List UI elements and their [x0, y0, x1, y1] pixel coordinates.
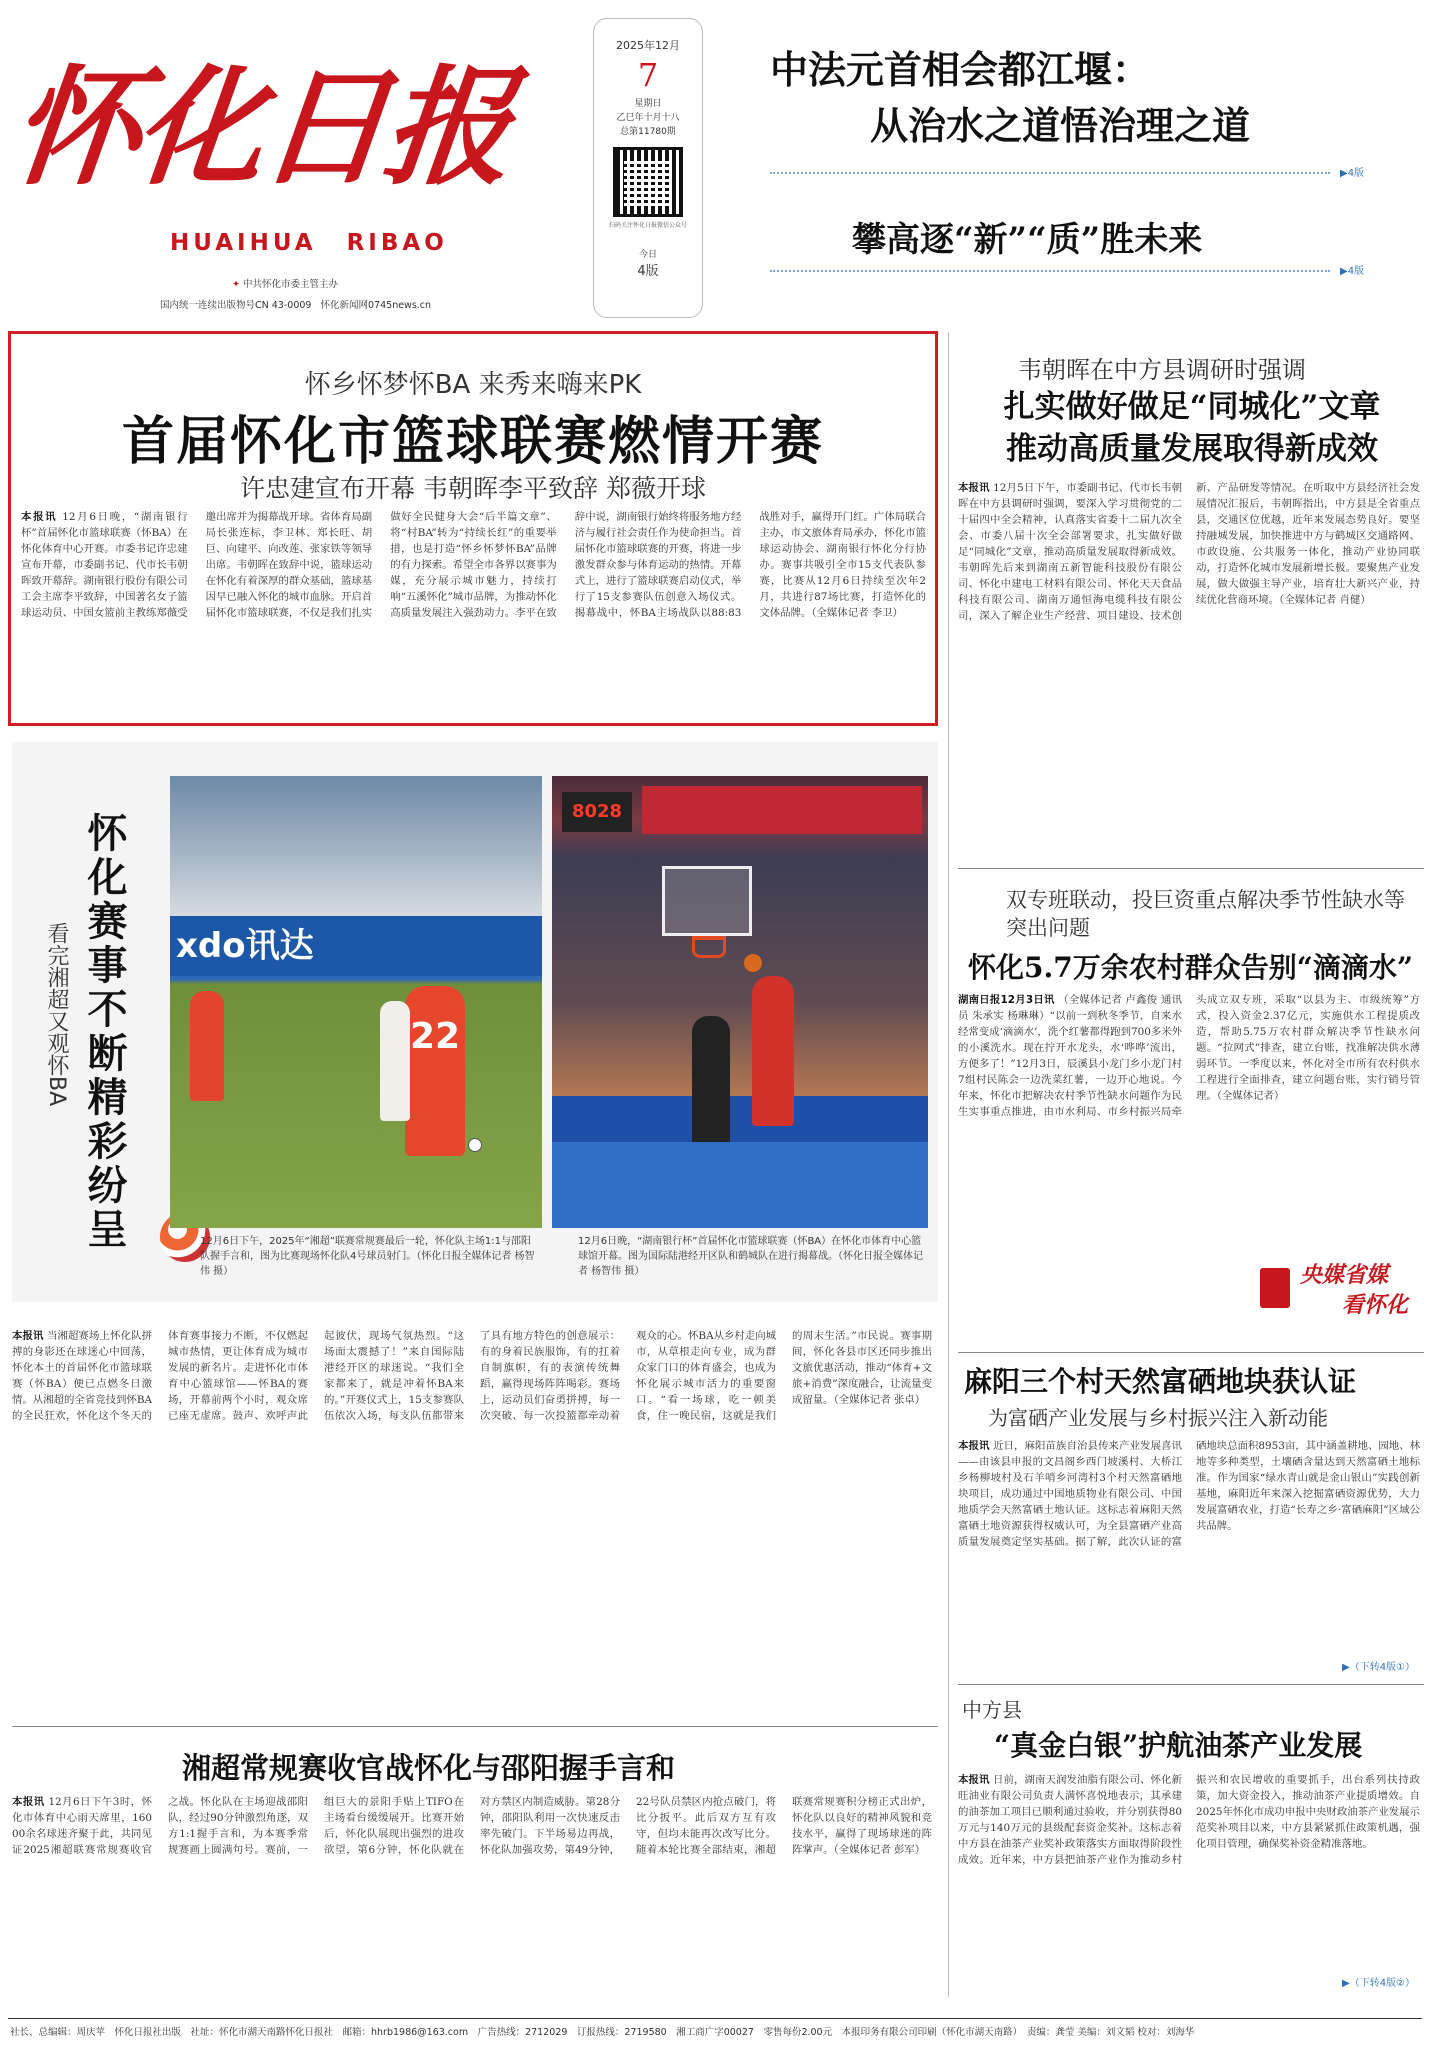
water-kicker: 双专班联动，投巨资重点解决季节性缺水等突出问题 [1006, 888, 1405, 940]
scoreboard: 8028 [562, 792, 632, 832]
tongchenghua-title[interactable] [962, 386, 1422, 470]
tongchenghua-title-line1: 扎实做好做足“同城化”文章 [1003, 389, 1381, 425]
feature-vertical-title: 怀化赛事不断精彩纷呈 [81, 812, 128, 1252]
website: 怀化新闻网0745news.cn [320, 300, 432, 311]
headline-diplomacy[interactable] [770, 42, 1420, 154]
sponsor-line: ✦ 中共怀化市委主管主办 [232, 279, 338, 290]
photo-basketball[interactable] [552, 776, 928, 1228]
sponsor-logo-icon: ✦ [232, 279, 243, 290]
court-floor [552, 1142, 928, 1228]
lead-story [8, 331, 938, 726]
football-result-dateline: 本报讯 [12, 1796, 45, 1808]
selenium-dateline: 本报讯 [958, 1440, 990, 1452]
caption-football: 12月6日下午，2025年“湘超”联赛常规赛最后一轮，怀化队主场1:1与邵阳队握手言和，图为比赛现场怀化队4号球员射门。（怀化日报全媒体记者 杨智伟 摄） [200, 1236, 535, 1277]
basketball [744, 954, 762, 972]
lead-title[interactable]: 首届怀化市篮球联赛燃情开赛 [121, 412, 824, 472]
banner-top [642, 786, 922, 834]
water-body-text: （全媒体记者 卢鑫俊 通讯员 朱承实 杨琳琳）“以前一到秋冬季节，自来水经常变成‘滴滴水’，洗个红薯都得跑到700多米外的小溪洗水。现在拧开水龙头，水‘哗哗’流出，方便多了！”12月3日，辰溪县小龙门乡小龙门村7组村民陈会一边洗菜红薯，一边开心地说。今年来，怀化市把解决农村季节性缺水问题作为民生实事重点推进，由市水利局、市乡村振兴局牵头成立双专班，采取“以县为主、市级统筹”方式，投入资金2.37亿元，实施供水工程提质改造，帮助5.75万农村群众解决季节性缺水问题。“拉网式”排查，建立台账，找准解决供水薄弱环节。一季度以来，怀化对全市所有农村供水工程进行全面排查，建立问题台账，实行销号管理。（全媒体记者） [958, 994, 1420, 1118]
hoop [692, 936, 726, 958]
lead-kicker: 怀乡怀梦怀BA 来秀来嗨来PK [304, 370, 642, 400]
football-result-body [12, 1794, 932, 2000]
player-basketball-red [752, 976, 794, 1126]
oil-tea-body-text: 日前，湖南天润发油脂有限公司、怀化新旺油业有限公司负责人满怀喜悦地表示，其承建的油茶加工项目已顺利通过验收，并分别获得80万元与140万元的县级配套资金奖补。这标志着中方县在油茶产业奖补政策落实方面取得阶段性成效。近年来，中方县把油茶产业作为推动乡村振兴和农民增收的重要抓手，出台系列扶持政策，加大资金投入，推动油茶产业提质增效。自2025年怀化市成功申报中央财政油茶产业发展示范奖补项目以来，中方县紧紧抓住政策机遇，强化项目管理，确保奖补资金精准落地。 [958, 1774, 1420, 1866]
divider-dotted-1 [770, 172, 1330, 174]
feature-body-text: 当湘超赛场上怀化队拼搏的身影还在球迷心中回荡，怀化本土的首届怀化市篮球联赛（怀BA）便已点燃冬日激情。从湘超的全省竞技到怀BA的全民狂欢，怀化这个冬天的体育赛事接力不断，不仅燃起城市热情，更让体育成为城市发展的新名片。走进怀化市体育中心篮球馆——怀BA的赛场，开幕前两个小时，观众席已座无虚席。鼓声、欢呼声此起彼伏，现场气氛热烈。“这场面太震撼了！”来自国际陆港经开区的球迷说。“我们全家都来了，就是冲着怀BA来的。”开赛仪式上，15支参赛队伍依次入场，每支队伍都带来了具有地方特色的创意展示：有的身着民族服饰，有的扛着自制旗帜，有的表演传统舞蹈，赢得现场阵阵喝彩。赛场上，运动员们奋勇拼搏，每一次突破、每一次投篮都牵动着观众的心。怀BA从乡村走向城市，从草根走向专业，成为群众家门口的体育盛会，也成为怀化展示城市活力的重要窗口。“看一场球，吃一顿美食，住一晚民宿，这就是我们的周末生活。”市民说。赛事期间，怀化各县市区还同步推出文旅优惠活动，推动“体育+文旅+消费”深度融合，让流量变成留量。（全媒体记者 张卓） [12, 1330, 932, 1422]
oil-tea-body [958, 1772, 1420, 1990]
selenium-body [958, 1438, 1420, 1674]
divider-dotted-2 [770, 270, 1330, 272]
selenium-body-text: 近日，麻阳苗族自治县传来产业发展喜讯——由该县申报的文昌阁乡西门坡溪村、大桥江乡杨柳坡村及石羊哨乡河湾村3个村天然富硒地块项目，成功通过中国地质物业有限公司、中国地质学会天然富硒土地认证。这标志着麻阳天然富硒土地资源获得权威认可，为全县富硒产业高质量发展奠定坚实基础。据了解，此次认证的富硒地块总面积8953亩，其中涵盖耕地、园地、林地等多种类型，土壤硒含量达到天然富硒土地标准。作为国家“绿水青山就是金山银山”实践创新基地，麻阳近年来深入挖掘富硒资源优势，大力发展富硒农业，打造“长寿之乡·富硒麻阳”区域公共品牌。 [958, 1440, 1420, 1548]
ad-board-blue [552, 1096, 928, 1142]
photo-football[interactable] [170, 776, 542, 1228]
divider-left-bottom [12, 1726, 938, 1727]
media-badge-line1: 央媒省媒 [1300, 1262, 1389, 1288]
media-badge-icon [1260, 1268, 1290, 1308]
tongchenghua-title-line2: 推动高质量发展取得新成效 [1006, 431, 1378, 467]
water-dateline: 湖南日报12月3日讯 [958, 994, 1055, 1006]
page-count: 4版 [637, 264, 659, 279]
headline-innovation-jump[interactable]: ▶4版 [1340, 266, 1365, 277]
player-red-2 [405, 986, 465, 1156]
ad-board: xdo讯达 [170, 916, 542, 976]
selenium-title[interactable]: 麻阳三个村天然富硒地块获认证 [964, 1365, 1357, 1398]
oil-tea-dateline: 本报讯 [958, 1774, 990, 1786]
footer-info: 社长、总编辑：周庆苹 怀化日报社出版 社址：怀化市湖天南路怀化日报社 邮箱：hhrb1986@163.com 广告热线：2712029 订报热线：2719580 湘工商广字00027 零售每份2.00元 本报印务有限公司印刷（怀化市湖天南路） 责编：龚莹 美编：刘文韬 校对：刘海华 [10, 2027, 1195, 2038]
player-red-1 [190, 991, 224, 1101]
oil-tea-kicker: 中方县 [962, 1698, 1022, 1722]
backboard [662, 866, 752, 936]
story-oil-tea [958, 1694, 1424, 2000]
lunar-date: 乙巳年十月十八 [616, 113, 680, 123]
lead-dateline: 本报讯 [21, 511, 58, 523]
tongchenghua-kicker: 韦朝晖在中方县调研时强调 [1018, 356, 1306, 384]
media-badge-line2: 看怀化 [1342, 1292, 1409, 1318]
selenium-jump[interactable]: ▶（下转4版①） [1338, 1658, 1415, 1673]
lead-subtitle: 许忠建宣布开幕 韦朝晖李平致辞 郑薇开球 [240, 474, 706, 503]
oil-tea-jump[interactable]: ▶（下转4版②） [1338, 1974, 1415, 1989]
football-result-title[interactable]: 湘超常规赛收官战怀化与邵阳握手言和 [182, 1751, 676, 1785]
date-box [593, 18, 703, 318]
lead-body-text: 12月6日晚，“湖南银行杯”首届怀化市篮球联赛（怀BA）在怀化体育中心开赛。市委书记许忠建宣布开幕，市委副书记、代市长韦朝晖致开幕辞。湖南银行股份有限公司工会主席李平致辞，中国著名女子篮球运动员、中国女篮前主教练郑薇受邀出席并为揭幕战开球。省体育局副局长张连标，李卫林、郑长旺、胡巨、向建平、向改莲、张家铁等领导出席。韦朝晖在致辞中说，篮球运动在怀化有着深厚的群众基础，篮球基因早已融入怀化的城市血脉。开启首届怀化市篮球联赛，不仅是我们扎实做好全民健身大会“后半篇文章”、将“村BA”转为“持续长红”的重要举措，也是打造“怀乡怀梦怀BA”品牌的有力探索。希望全市各界以赛事为媒，充分展示城市魅力，持续打响“五溪怀化”城市品牌，为推动怀化高质量发展注入强劲动力。李平在致辞中说，湖南银行始终将服务地方经济与履行社会责任作为使命担当。首届怀化市篮球联赛的开赛，将进一步激发群众参与体育运动的热情。开幕式上，进行了篮球联赛启动仪式，举行了15支参赛队伍创意入场仪式。揭幕战中，怀BA主场战队以88:83战胜对手，赢得开门红。广体局联合主办，市文旅体育局承办，怀化市篮球运动协会、湖南银行怀化分行协办。赛事共吸引全市15支代表队参赛，比赛从12月6日持续至次年2月，共进行87场比赛，打造怀化的文体品牌。（全媒体记者 李卫） [21, 511, 926, 619]
headline-diplomacy-line1: 中法元首相会都江堰： [770, 47, 1151, 92]
football-result-body-text: 12月6日下午3时，怀化市体育中心雨天席里，16000余名球迷齐聚于此，共同见证2025湘超联赛常规赛收官之战。怀化队在主场迎战邵阳队，经过90分钟激烈角逐，双方1:1握手言和，为本赛季常规赛画上圆满句号。赛前，一组巨大的景阳手贴上TIFO在主场看台缓缓展开。比赛开始后，怀化队展现出强烈的进攻欲望，第6分钟，怀化队就在对方禁区内制造威胁。第28分钟，邵阳队利用一次快速反击率先破门。下半场易边再战，怀化队加强攻势，第49分钟，22号队员禁区内抢点破门，将比分扳平。此后双方互有攻守，但均未能再次改写比分。随着本轮比赛全部结束，湘超联赛常规赛积分榜正式出炉，怀化队以良好的精神风貌和竞技水平，赢得了现场球迷的阵阵掌声。（全媒体记者 彭军） [12, 1796, 932, 1856]
divider-right-3 [958, 1684, 1424, 1685]
oil-tea-title[interactable]: “真金白银”护航油茶产业发展 [994, 1729, 1363, 1762]
jersey-number: 22 [409, 1016, 461, 1057]
caption-basketball: 12月6日晚，“湖南银行杯”首届怀化市篮球联赛（怀BA）在怀化市体育中心篮球馆开幕。图为国际陆港经开区队和鹤城队在进行揭幕战。（怀化日报全媒体记者 杨智伟 摄） [578, 1236, 923, 1277]
tongchenghua-dateline: 本报讯 [958, 482, 990, 494]
today-label: 今日 [638, 250, 657, 260]
headline-innovation[interactable]: 攀高逐“新”“质”胜未来 [852, 220, 1203, 260]
qr-caption: 扫码关注怀化日报微信公众号 [608, 222, 687, 229]
date-year-month: 2025年12月 [616, 39, 680, 52]
divider-right-1 [958, 868, 1424, 869]
headline-diplomacy-line2: 从治水之道悟治理之道 [870, 103, 1251, 148]
story-football-result [12, 1740, 938, 2002]
masthead-pinyin: HUAIHUA RIBAO [170, 230, 448, 256]
sports-feature [12, 742, 938, 1302]
player-white [380, 1001, 410, 1121]
story-selenium [958, 1360, 1424, 1680]
headline-diplomacy-jump[interactable]: ▶4版 [1340, 168, 1365, 179]
masthead-title: 怀化日报 [4, 53, 517, 203]
story-water [958, 886, 1424, 1346]
masthead [0, 0, 1430, 320]
story-tongchenghua [958, 350, 1424, 860]
date-day: 7 [637, 56, 659, 94]
feature-vertical-sub: 看完湘超又观怀BA [44, 922, 69, 1107]
lead-body [21, 509, 926, 719]
divider-right-2 [958, 1352, 1424, 1353]
cn-number: 国内统一连续出版物号CN 43-0009 [160, 300, 312, 311]
feature-body [12, 1328, 932, 1718]
football-ball [468, 1138, 482, 1152]
issue-number: 总第11780期 [620, 127, 676, 137]
player-basketball-dark [692, 1016, 730, 1146]
tongchenghua-body [958, 480, 1420, 850]
tongchenghua-body-text: 12月5日下午，市委副书记、代市长韦朝晖在中方县调研时强调，要深入学习贯彻党的二十届四中全会精神，认真落实省委十二届九次全会、市委八届十次全会部署要求，扎实做好做足“同城化”文章，推动高质量发展取得新成效。韦朝晖先后来到湖南五新智能科技股份有限公司、怀化中建电工材料有限公司、怀化天天食品科技有限公司、湖南万通恒海电缆科技有限公司，深入了解企业生产经营、项目建设、技术创新、产品研发等情况。在听取中方县经济社会发展情况汇报后，韦朝晖指出，中方县是全省重点县，交通区位优越，近年来发展态势良好。要坚持融城发展，加快推进中方与鹤城区交通路网、市政设施、公共服务一体化，推动产业协同联动，打造怀化城市发展新增长极。要聚焦产业发展，做大做强主导产业，培育壮大新兴产业，持续优化营商环境。（全媒体记者 肖健） [958, 482, 1420, 622]
qr-code[interactable] [613, 147, 683, 217]
column-divider [948, 332, 949, 1997]
media-badge [1260, 1258, 1420, 1320]
weekday: 星期日 [634, 99, 662, 109]
registration-line [160, 297, 431, 311]
footer-rule [8, 2018, 1422, 2019]
feature-dateline: 本报讯 [12, 1330, 44, 1342]
selenium-subtitle: 为富硒产业发展与乡村振兴注入新动能 [988, 1406, 1328, 1430]
water-title[interactable]: 怀化5.7万余农村群众告别“滴滴水” [968, 951, 1413, 984]
